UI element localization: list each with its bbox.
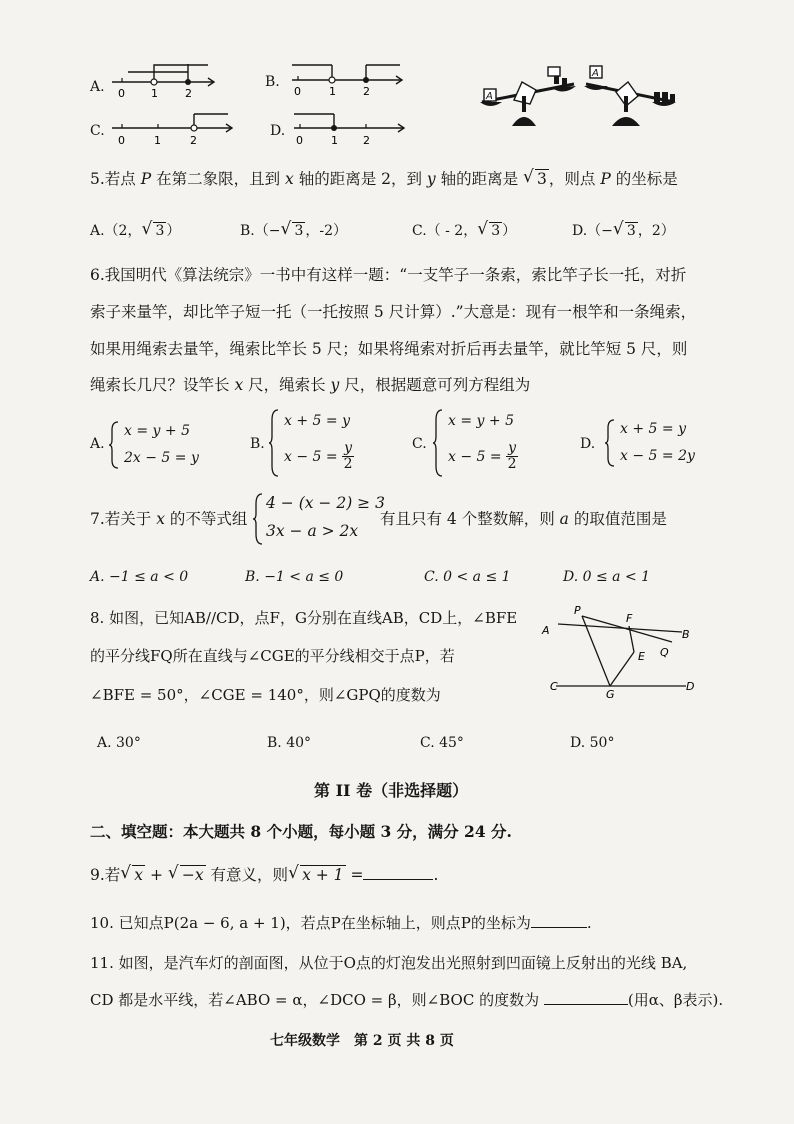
q5-option-d: D.（−√ 3 ，2） [572, 224, 675, 238]
point-label-g: G [606, 688, 615, 701]
q7-option-a: A. −1 ≤ a < 0 [90, 569, 189, 585]
tick-label: 0 [294, 85, 301, 98]
q10-answer-blank[interactable] [531, 927, 587, 928]
q6-option-b-eq-1: x + 5 = y [284, 413, 350, 429]
tick-label: 0 [118, 134, 125, 147]
point-label-f: F [626, 612, 633, 625]
q6-option-d-eq-1: x + 5 = y [620, 421, 686, 437]
sqrt-3: √ 3 [523, 172, 549, 188]
q7-inequality-1: 4 − (x − 2) ≥ 3 [266, 494, 385, 512]
tick-label: 2 [363, 85, 370, 98]
q8-option-c: C. 45° [420, 735, 464, 751]
q5-option-b: B.（−√ 3 ，-2） [240, 224, 347, 238]
question-6-line-1: 6.我国明代《算法统宗》一书中有这样一题：“一支竿子一条索，索比竿子长一托，对折 [90, 266, 687, 284]
q4-option-d-number-line [290, 108, 410, 150]
question-6-line-2: 索子来量竿，却比竿子短一托（一托按照 5 尺计算）.”大意是：现有一根竿和一条绳索， [90, 303, 697, 321]
q8-option-a: A. 30° [97, 735, 141, 751]
tick-label: 1 [329, 85, 336, 98]
brace-icon [604, 418, 616, 468]
q7-option-c: C. 0 < a ≤ 1 [424, 569, 511, 585]
point-label-b: B [682, 628, 690, 641]
question-8-line-1: 8. 如图，已知AB//CD，点F，G分别在直线AB，CD上，∠BFE [90, 609, 518, 627]
tick-label: 1 [154, 134, 161, 147]
q8-geometry-figure [536, 600, 706, 702]
point-label-e: E [638, 650, 645, 663]
q5-option-c: C.（ - 2，√ 3 ） [412, 224, 516, 238]
question-7-stem-start: 7.若关于 x 的不等式组 [90, 510, 248, 528]
q11-answer-blank[interactable] [544, 1004, 628, 1005]
q6-option-a-eq-1: x = y + 5 [124, 423, 190, 439]
q8-option-b: B. 40° [267, 735, 312, 751]
q4-option-c-label: C. [90, 123, 105, 139]
brace-icon [108, 420, 120, 470]
point-label-d: D [686, 680, 695, 693]
part-2-heading: 二、填空题：本大题共 8 个小题，每小题 3 分，满分 24 分. [90, 822, 512, 841]
point-label-p: P [574, 604, 581, 617]
question-11-line-1: 11. 如图，是汽车灯的剖面图，从位于O点的灯泡发出光照射到凹面镜上反射出的光线 BA, [90, 954, 688, 972]
tick-label: 2 [190, 134, 197, 147]
q6-option-b-label: B. [250, 436, 265, 452]
q4-option-c-number-line [108, 108, 238, 150]
q6-option-a-label: A. [90, 436, 105, 452]
q6-option-a-eq-2: 2x − 5 = y [124, 450, 199, 466]
q7-inequality-2: 3x − a > 2x [266, 522, 359, 540]
balance-left-box-label: A [486, 91, 493, 102]
point-label-q: Q [660, 646, 669, 659]
question-11-line-2: CD 都是水平线，若∠ABO = α，∠DCO = β，则∠BOC 的度数为 (用α、β表示). [90, 991, 724, 1009]
q7-option-d: D. 0 ≤ a < 1 [563, 569, 651, 585]
q6-option-c-label: C. [412, 436, 427, 452]
question-8-line-3: ∠BFE = 50°，∠CGE = 140°，则∠GPQ的度数为 [90, 686, 441, 704]
q4-option-b-number-line [288, 56, 408, 98]
question-6-line-4: 绳索长几尺？设竿长 x 尺，绳索长 y 尺，根据题意可列方程组为 [90, 376, 531, 394]
q4-options [0, 0, 470, 150]
q4-option-a-label: A. [90, 79, 105, 95]
tick-label: 0 [296, 134, 303, 147]
section-title: 第 II 卷（非选择题） [314, 781, 469, 800]
question-7-stem-end: 有且只有 4 个整数解，则 a 的取值范围是 [380, 510, 667, 528]
question-9: 9.若√ x + √ −x 有意义，则√ x + 1 = . [90, 868, 438, 884]
right-balance [584, 66, 676, 126]
tick-label: 1 [151, 87, 158, 100]
point-label-a: A [542, 624, 550, 637]
q4-option-b-label: B. [265, 74, 280, 90]
point-label-c: C [550, 680, 558, 693]
question-5-stem: 5.若点 P 在第二象限，且到 x 轴的距离是 2，到 y 轴的距离是 √ 3 ，则点 P 的坐标是 [90, 172, 678, 188]
brace-icon [268, 408, 280, 478]
q8-option-d: D. 50° [570, 735, 615, 751]
q6-option-c-eq-1: x = y + 5 [448, 413, 514, 429]
q6-option-c-eq-2: x − 5 = $\frac{y}{2}$ [448, 440, 517, 473]
tick-label: 2 [363, 134, 370, 147]
left-balance [480, 67, 576, 126]
q4-option-a-number-line [108, 58, 218, 100]
question-8-line-2: 的平分线FQ所在直线与∠CGE的平分线相交于点P，若 [90, 647, 455, 665]
balance-scales-figure [478, 56, 678, 134]
brace-icon [432, 408, 444, 478]
balance-right-box-label: A [592, 68, 599, 79]
q4-option-d-label: D. [270, 123, 286, 139]
tick-label: 2 [185, 87, 192, 100]
question-6-line-3: 如果用绳索去量竿，绳索比竿长 5 尺；如果将绳索对折后再去量竿，就比竿短 5 尺，则 [90, 340, 688, 358]
q6-option-b-eq-2: x − 5 = $\frac{y}{2}$ [284, 440, 353, 473]
brace-icon [252, 492, 264, 546]
tick-label: 1 [331, 134, 338, 147]
q9-answer-blank[interactable] [363, 879, 433, 880]
tick-label: 0 [118, 87, 125, 100]
q6-option-d-label: D. [580, 436, 596, 452]
q5-option-a: A.（2，√ 3 ） [90, 224, 180, 238]
question-10: 10. 已知点P(2a − 6, a + 1)，若点P在坐标轴上，则点P的坐标为 . [90, 914, 592, 932]
page-footer: 七年级数学 第 2 页 共 8 页 [270, 1033, 454, 1049]
q7-option-b: B. −1 < a ≤ 0 [245, 569, 344, 585]
q6-option-d-eq-2: x − 5 = 2y [620, 448, 695, 464]
